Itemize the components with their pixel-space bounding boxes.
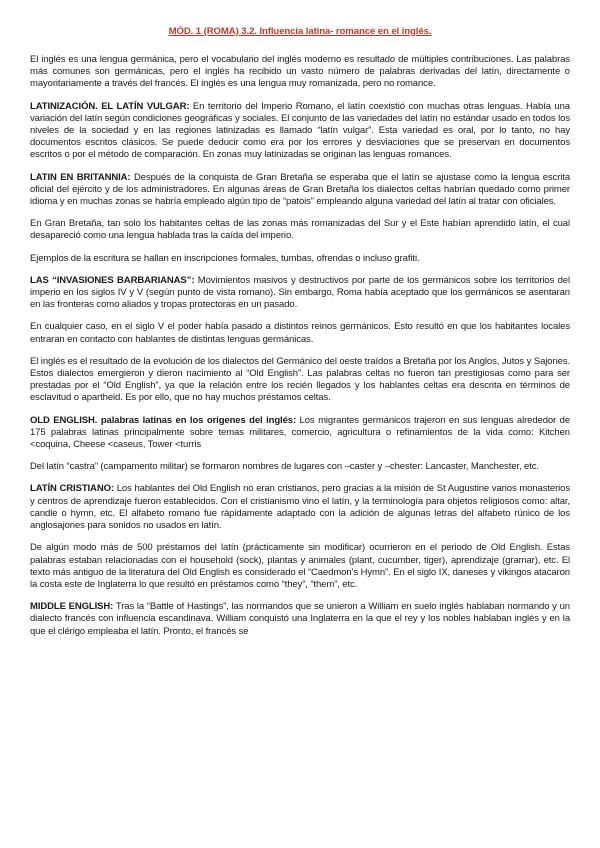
paragraph-text: Ejemplos de la escritura se hallan en inscripciones formales, tumbas, ofrendas o incluso grafiti. xyxy=(30,252,420,264)
paragraph-old-english xyxy=(30,415,570,452)
paragraph-latin-cristiano xyxy=(30,483,570,532)
paragraph-text: El inglés es el resultado de la evolución de los dialectos del Germánico del oeste traídos a Bretaña por los Anglos, Jutos y Sajones. Estos dialectos emergieron y dieron nacimiento al “Old English”. Las palabras celtas no fueron tan prestigiosas como para ser prestadas por el “Old English”, ya que la relación entre los recién llegados y los hablantes celtas era descrita en términos de esclavitud o apartheid. Es por ello, que no hay muchos préstamos celtas. xyxy=(30,355,570,404)
paragraph-text: Los migrantes germánicos trajeron en sus lenguas alrededor de 175 palabras latinas principalmente sobre temas militares, comercio, agricultura o refinamientos de la vida como: Kitchen <coquina, Cheese <caseus, Tower <turris xyxy=(30,414,570,451)
paragraph-text: Después de la conquista de Gran Bretaña se esperaba que el latín se ajustase como la lengua escrita oficial del ejército y de los administradores. En algunas áreas de Gran Bretaña los dialectos celtas habrían quedado como primer idioma y en muchas zonas se habría empleado algún tipo de “patois” empleando alguna variedad del latín al tratar con oficiales. xyxy=(30,171,570,208)
paragraph-invasiones xyxy=(30,275,570,312)
paragraph-text: En Gran Bretaña, tan solo los habitantes celtas de las zonas más romanizadas del Sur y el Este habían aprendido latín, el cual desapareció como una lengua hablada tras la caída del imperio. xyxy=(30,218,570,242)
paragraph-intro xyxy=(30,54,570,91)
paragraph-text: En cualquier caso, en el siglo V el poder había pasado a distintos reinos germánicos. Esto resultó en que los habitantes locales entraran en contacto con hablantes de distintas lenguas germánicas. xyxy=(30,321,570,345)
paragraph-text: Movimientos masivos y destructivos por parte de los germánicos sobre los territorios del imperio en los siglos IV y V (según punto de vista romano). Sin embargo, Roma había aceptado que los germánicos se asentaran en las fronteras como aliados y tropas protectoras en un pasado. xyxy=(30,274,571,311)
paragraph-heading: MIDDLE ENGLISH: xyxy=(30,601,114,613)
paragraph-text: El inglés es una lengua germánica, pero el vocabulario del inglés moderno es resultado de múltiples contribuciones. Las palabras más comunes son germánicas, pero el inglés ha recibido un vasto número de palabras derivadas del latín, directamente o mayoritariamente a través del francés. El inglés es una lengua muy romanizada, pero no romance. xyxy=(30,54,570,90)
paragraph-text: Los hablantes del Old English no eran cristianos, pero gracias a la misión de St Augustine varios monasterios y centros de aprendizaje fueron establecidos. Con el cristianismo vino el latín, y la terminología para objetos religiosos como: altar, candle o hymn, etc. El alfabeto romano fue rápidamente adaptado con la adición de algunas letras del alfabeto rúnico de los anglosajones para sonidos no usados en latín. xyxy=(30,483,570,532)
paragraph-castra xyxy=(30,461,570,473)
paragraph-heading: LAS “INVASIONES BARBARIANAS”: xyxy=(30,274,195,286)
paragraph-latin-britannia xyxy=(30,172,570,209)
paragraph-ejemplos xyxy=(30,253,570,265)
paragraph-evolucion xyxy=(30,356,570,405)
paragraph-latinizacion xyxy=(30,101,570,162)
paragraph-text: De algún modo más de 500 préstamos del latín (prácticamente sin modificar) ocurrieron en el periodo de Old English. Estas palabras estaban relacionadas con el household (sock), plantas y animales (plant, cucumber, tiger), aprendizaje (gramar), etc. El texto más antiguo de la literatura del Old English es considerado el “Caedmon’s Hymn”. En el siglo IX, daneses y vikingos atacaron la costa este de Inglaterra lo que resultó en préstamos como “they”, “them”, etc. xyxy=(30,542,570,590)
paragraph-gran-bretana xyxy=(30,218,570,242)
paragraph-middle-english xyxy=(30,601,570,638)
document-title: MÓD. 1 (ROMA) 3.2. Influencia latina- romance en el inglés. xyxy=(168,26,432,37)
paragraph-prestamos xyxy=(30,542,570,591)
paragraph-text: En territorio del Imperio Romano, el latín coexistió con muchas otras lenguas. Había una variación del latín según condiciones geográficas y sociales. El conjunto de las variedades del latín no estándar usado en todos los niveles de la sociedad y en las regiones latinizadas es llamado “latín vulgar”. Esta variedad es oral, por lo tanto, no hay documentos escritos clásicos. Se puede deducir como era por los errores y desviaciones que se preservan en documentos escritos o por el método de comparación. En zonas muy latinizadas se originan las lenguas romances. xyxy=(30,100,570,161)
paragraph-heading: LATIN EN BRITANNIA: xyxy=(30,171,131,183)
paragraph-heading: LATÍN CRISTIANO: xyxy=(30,483,114,495)
paragraph-siglo-v xyxy=(30,321,570,345)
paragraph-text: Del latín “castra” (campamento militar) se formaron nombres de lugares con –caster y –chester: Lancaster, Manchester, etc. xyxy=(30,461,539,473)
paragraph-text: Tras la “Battle of Hastings”, las normandos que se unieron a William en suelo inglés hablaban normando y un dialecto francés con influencia escandinava. William conquistó una Inglaterra en la que el rey y los nobles hablaban inglés y en la que el clérigo empleaba el latín. Pronto, el francés se xyxy=(30,601,570,637)
paragraph-heading: OLD ENGLISH. palabras latinas en los origenes del inglés: xyxy=(30,414,297,426)
paragraph-heading: LATINIZACIÓN. EL LATÍN VULGAR: xyxy=(30,100,190,112)
